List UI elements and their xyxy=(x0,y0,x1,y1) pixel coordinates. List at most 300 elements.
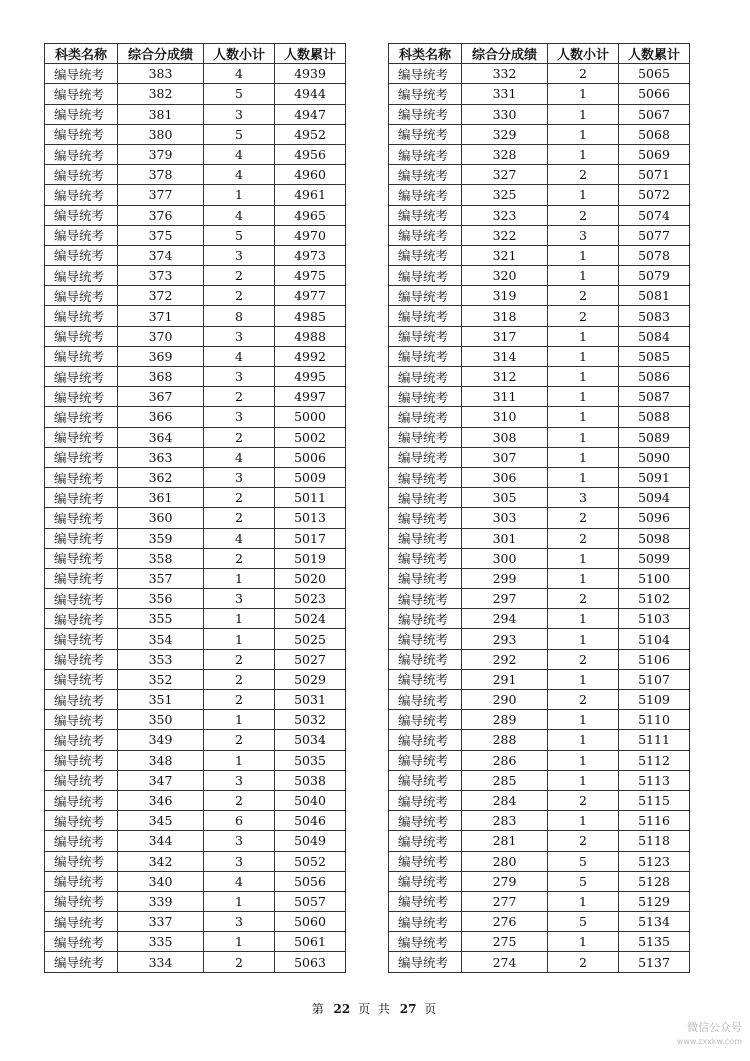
cell-category: 编导统考 xyxy=(45,750,118,770)
cell-category: 编导统考 xyxy=(389,528,462,548)
table-row xyxy=(45,144,346,164)
cell-count: 3 xyxy=(204,831,275,851)
cell-count: 1 xyxy=(548,427,619,447)
cell-cumulative: 5135 xyxy=(619,932,690,952)
cell-category: 编导统考 xyxy=(389,811,462,831)
header-score: 综合分成绩 xyxy=(118,44,204,64)
table-row xyxy=(45,165,346,185)
current-page-number: 22 xyxy=(333,1002,351,1016)
cell-score: 334 xyxy=(118,952,204,972)
cell-cumulative: 5099 xyxy=(619,548,690,568)
cell-count: 5 xyxy=(548,871,619,891)
cell-count: 3 xyxy=(204,367,275,387)
cell-score: 381 xyxy=(118,104,204,124)
cell-score: 276 xyxy=(462,912,548,932)
cell-category: 编导统考 xyxy=(45,730,118,750)
table-row xyxy=(45,770,346,790)
cell-category: 编导统考 xyxy=(389,710,462,730)
table-row xyxy=(389,104,690,124)
total-page-number: 27 xyxy=(399,1002,417,1016)
cell-cumulative: 5020 xyxy=(275,568,346,588)
cell-cumulative: 5017 xyxy=(275,528,346,548)
cell-category: 编导统考 xyxy=(389,326,462,346)
cell-score: 293 xyxy=(462,629,548,649)
cell-count: 3 xyxy=(204,407,275,427)
cell-score: 310 xyxy=(462,407,548,427)
cell-count: 2 xyxy=(204,730,275,750)
table-row xyxy=(45,891,346,911)
cell-count: 1 xyxy=(548,710,619,730)
cell-score: 351 xyxy=(118,690,204,710)
cell-score: 356 xyxy=(118,589,204,609)
cell-category: 编导统考 xyxy=(389,568,462,588)
cell-score: 331 xyxy=(462,84,548,104)
cell-score: 300 xyxy=(462,548,548,568)
cell-score: 367 xyxy=(118,387,204,407)
table-row xyxy=(45,750,346,770)
cell-score: 378 xyxy=(118,165,204,185)
cell-cumulative: 5035 xyxy=(275,750,346,770)
cell-count: 5 xyxy=(204,225,275,245)
table-row xyxy=(45,730,346,750)
cell-score: 318 xyxy=(462,306,548,326)
cell-cumulative: 5129 xyxy=(619,891,690,911)
cell-category: 编导统考 xyxy=(389,124,462,144)
cell-category: 编导统考 xyxy=(389,306,462,326)
table-row xyxy=(389,568,690,588)
table-row xyxy=(45,831,346,851)
cell-score: 279 xyxy=(462,871,548,891)
table-row xyxy=(389,831,690,851)
cell-count: 1 xyxy=(548,346,619,366)
cell-cumulative: 4944 xyxy=(275,84,346,104)
table-row xyxy=(45,306,346,326)
cell-cumulative: 5025 xyxy=(275,629,346,649)
cell-count: 1 xyxy=(548,467,619,487)
cell-count: 1 xyxy=(204,629,275,649)
cell-count: 5 xyxy=(548,912,619,932)
cell-score: 353 xyxy=(118,649,204,669)
cell-count: 2 xyxy=(204,669,275,689)
cell-category: 编导统考 xyxy=(45,367,118,387)
cell-score: 301 xyxy=(462,528,548,548)
cell-count: 1 xyxy=(548,669,619,689)
cell-category: 编导统考 xyxy=(389,508,462,528)
cell-cumulative: 5115 xyxy=(619,790,690,810)
cell-count: 1 xyxy=(548,104,619,124)
cell-category: 编导统考 xyxy=(389,165,462,185)
cell-category: 编导统考 xyxy=(45,629,118,649)
table-row xyxy=(45,326,346,346)
cell-count: 2 xyxy=(548,64,619,84)
cell-score: 280 xyxy=(462,851,548,871)
cell-cumulative: 5011 xyxy=(275,488,346,508)
cell-count: 2 xyxy=(548,528,619,548)
cell-count: 2 xyxy=(548,286,619,306)
cell-cumulative: 4992 xyxy=(275,346,346,366)
cell-cumulative: 4995 xyxy=(275,367,346,387)
cell-cumulative: 5027 xyxy=(275,649,346,669)
cell-category: 编导统考 xyxy=(389,447,462,467)
cell-count: 2 xyxy=(204,427,275,447)
footer-suffix: 页 xyxy=(424,1002,439,1016)
table-row xyxy=(389,326,690,346)
table-row xyxy=(389,447,690,467)
cell-score: 283 xyxy=(462,811,548,831)
cell-count: 3 xyxy=(548,225,619,245)
cell-category: 编导统考 xyxy=(45,225,118,245)
cell-cumulative: 4988 xyxy=(275,326,346,346)
cell-category: 编导统考 xyxy=(389,205,462,225)
cell-cumulative: 5087 xyxy=(619,387,690,407)
cell-count: 1 xyxy=(548,185,619,205)
cell-category: 编导统考 xyxy=(45,266,118,286)
cell-score: 354 xyxy=(118,629,204,649)
header-cumulative: 人数累计 xyxy=(619,44,690,64)
cell-count: 1 xyxy=(204,609,275,629)
watermark-text: 微信公众号 xyxy=(687,1021,742,1034)
cell-score: 362 xyxy=(118,467,204,487)
table-row xyxy=(389,811,690,831)
cell-count: 1 xyxy=(548,367,619,387)
cell-score: 291 xyxy=(462,669,548,689)
cell-category: 编导统考 xyxy=(45,104,118,124)
cell-score: 339 xyxy=(118,891,204,911)
cell-count: 2 xyxy=(204,286,275,306)
cell-score: 358 xyxy=(118,548,204,568)
cell-cumulative: 5103 xyxy=(619,609,690,629)
cell-score: 361 xyxy=(118,488,204,508)
cell-count: 1 xyxy=(548,932,619,952)
cell-count: 2 xyxy=(204,790,275,810)
cell-cumulative: 5024 xyxy=(275,609,346,629)
table-row xyxy=(45,790,346,810)
cell-score: 337 xyxy=(118,912,204,932)
cell-category: 编导统考 xyxy=(45,286,118,306)
cell-count: 1 xyxy=(548,84,619,104)
header-count: 人数小计 xyxy=(548,44,619,64)
table-row xyxy=(45,185,346,205)
cell-category: 编导统考 xyxy=(45,891,118,911)
cell-category: 编导统考 xyxy=(389,750,462,770)
cell-category: 编导统考 xyxy=(389,144,462,164)
cell-category: 编导统考 xyxy=(45,407,118,427)
cell-cumulative: 5123 xyxy=(619,851,690,871)
cell-score: 328 xyxy=(462,144,548,164)
cell-count: 3 xyxy=(204,770,275,790)
cell-count: 2 xyxy=(548,952,619,972)
cell-score: 289 xyxy=(462,710,548,730)
cell-category: 编导统考 xyxy=(389,690,462,710)
table-row xyxy=(389,770,690,790)
table-row xyxy=(45,548,346,568)
cell-cumulative: 5065 xyxy=(619,64,690,84)
cell-score: 314 xyxy=(462,346,548,366)
cell-cumulative: 5067 xyxy=(619,104,690,124)
table-row xyxy=(45,286,346,306)
table-row xyxy=(45,649,346,669)
cell-count: 2 xyxy=(548,205,619,225)
cell-cumulative: 5110 xyxy=(619,710,690,730)
cell-score: 357 xyxy=(118,568,204,588)
cell-cumulative: 4947 xyxy=(275,104,346,124)
cell-score: 364 xyxy=(118,427,204,447)
cell-count: 2 xyxy=(548,508,619,528)
table-row xyxy=(389,64,690,84)
table-row xyxy=(45,205,346,225)
cell-cumulative: 5106 xyxy=(619,649,690,669)
cell-category: 编导统考 xyxy=(389,831,462,851)
table-row xyxy=(45,851,346,871)
cell-count: 4 xyxy=(204,205,275,225)
table-row xyxy=(45,952,346,972)
table-row xyxy=(389,669,690,689)
cell-cumulative: 5079 xyxy=(619,266,690,286)
table-row xyxy=(389,609,690,629)
table-row xyxy=(389,710,690,730)
table-row xyxy=(389,245,690,265)
cell-cumulative: 5078 xyxy=(619,245,690,265)
cell-cumulative: 5091 xyxy=(619,467,690,487)
cell-score: 312 xyxy=(462,367,548,387)
cell-count: 1 xyxy=(548,245,619,265)
cell-count: 1 xyxy=(548,730,619,750)
table-row xyxy=(389,306,690,326)
cell-score: 379 xyxy=(118,144,204,164)
cell-category: 编导统考 xyxy=(45,165,118,185)
cell-cumulative: 5134 xyxy=(619,912,690,932)
cell-score: 288 xyxy=(462,730,548,750)
cell-cumulative: 5034 xyxy=(275,730,346,750)
cell-count: 2 xyxy=(204,548,275,568)
cell-category: 编导统考 xyxy=(45,306,118,326)
cell-count: 2 xyxy=(548,831,619,851)
cell-category: 编导统考 xyxy=(45,427,118,447)
table-row xyxy=(45,690,346,710)
cell-category: 编导统考 xyxy=(389,649,462,669)
cell-score: 311 xyxy=(462,387,548,407)
cell-count: 1 xyxy=(548,609,619,629)
cell-count: 1 xyxy=(204,932,275,952)
cell-score: 292 xyxy=(462,649,548,669)
cell-category: 编导统考 xyxy=(45,851,118,871)
cell-category: 编导统考 xyxy=(45,669,118,689)
table-row xyxy=(389,367,690,387)
cell-count: 1 xyxy=(204,710,275,730)
cell-cumulative: 5072 xyxy=(619,185,690,205)
cell-count: 2 xyxy=(204,488,275,508)
cell-category: 编导统考 xyxy=(45,84,118,104)
cell-category: 编导统考 xyxy=(45,811,118,831)
cell-score: 366 xyxy=(118,407,204,427)
cell-score: 281 xyxy=(462,831,548,851)
cell-category: 编导统考 xyxy=(389,891,462,911)
table-row xyxy=(45,387,346,407)
table-row xyxy=(45,427,346,447)
table-row xyxy=(389,589,690,609)
table-row xyxy=(45,609,346,629)
cell-cumulative: 5107 xyxy=(619,669,690,689)
cell-score: 327 xyxy=(462,165,548,185)
cell-count: 2 xyxy=(204,508,275,528)
cell-cumulative: 5089 xyxy=(619,427,690,447)
cell-count: 3 xyxy=(548,488,619,508)
cell-cumulative: 5071 xyxy=(619,165,690,185)
cell-category: 编导统考 xyxy=(45,205,118,225)
cell-cumulative: 4961 xyxy=(275,185,346,205)
score-table-left xyxy=(44,43,346,973)
table-row xyxy=(389,225,690,245)
cell-category: 编导统考 xyxy=(45,245,118,265)
cell-count: 2 xyxy=(548,649,619,669)
cell-category: 编导统考 xyxy=(45,952,118,972)
table-row xyxy=(45,84,346,104)
cell-cumulative: 5085 xyxy=(619,346,690,366)
table-row xyxy=(45,912,346,932)
table-row xyxy=(389,488,690,508)
cell-cumulative: 5068 xyxy=(619,124,690,144)
table-row xyxy=(389,750,690,770)
cell-cumulative: 5069 xyxy=(619,144,690,164)
table-row xyxy=(45,629,346,649)
table-row xyxy=(389,528,690,548)
cell-score: 335 xyxy=(118,932,204,952)
cell-count: 1 xyxy=(204,891,275,911)
cell-category: 编导统考 xyxy=(389,467,462,487)
cell-score: 285 xyxy=(462,770,548,790)
cell-cumulative: 5061 xyxy=(275,932,346,952)
table-row xyxy=(389,185,690,205)
table-row xyxy=(45,64,346,84)
table-row xyxy=(389,467,690,487)
cell-cumulative: 4973 xyxy=(275,245,346,265)
cell-category: 编导统考 xyxy=(389,488,462,508)
cell-category: 编导统考 xyxy=(45,770,118,790)
cell-count: 5 xyxy=(204,124,275,144)
cell-category: 编导统考 xyxy=(389,790,462,810)
cell-cumulative: 5040 xyxy=(275,790,346,810)
cell-category: 编导统考 xyxy=(45,144,118,164)
cell-category: 编导统考 xyxy=(45,508,118,528)
cell-score: 375 xyxy=(118,225,204,245)
cell-category: 编导统考 xyxy=(45,548,118,568)
cell-cumulative: 5104 xyxy=(619,629,690,649)
table-header-row xyxy=(45,44,346,64)
cell-score: 368 xyxy=(118,367,204,387)
cell-count: 2 xyxy=(204,266,275,286)
cell-category: 编导统考 xyxy=(45,649,118,669)
cell-cumulative: 4977 xyxy=(275,286,346,306)
table-row xyxy=(389,548,690,568)
cell-cumulative: 5081 xyxy=(619,286,690,306)
cell-cumulative: 5046 xyxy=(275,811,346,831)
cell-score: 299 xyxy=(462,568,548,588)
cell-category: 编导统考 xyxy=(45,185,118,205)
cell-category: 编导统考 xyxy=(389,730,462,750)
table-row xyxy=(389,427,690,447)
table-row xyxy=(389,690,690,710)
watermark-url: www.zxxkw.com xyxy=(676,1037,742,1046)
cell-cumulative: 5083 xyxy=(619,306,690,326)
cell-score: 372 xyxy=(118,286,204,306)
table-row xyxy=(389,952,690,972)
cell-score: 374 xyxy=(118,245,204,265)
cell-category: 编导统考 xyxy=(389,104,462,124)
table-row xyxy=(389,144,690,164)
cell-category: 编导统考 xyxy=(389,669,462,689)
cell-score: 317 xyxy=(462,326,548,346)
table-row xyxy=(389,730,690,750)
cell-count: 8 xyxy=(204,306,275,326)
cell-category: 编导统考 xyxy=(45,831,118,851)
cell-score: 332 xyxy=(462,64,548,84)
cell-cumulative: 4960 xyxy=(275,165,346,185)
cell-category: 编导统考 xyxy=(389,548,462,568)
table-row xyxy=(45,528,346,548)
cell-score: 355 xyxy=(118,609,204,629)
table-row xyxy=(45,568,346,588)
cell-category: 编导统考 xyxy=(45,790,118,810)
cell-cumulative: 4952 xyxy=(275,124,346,144)
cell-count: 2 xyxy=(548,589,619,609)
cell-cumulative: 5109 xyxy=(619,690,690,710)
cell-cumulative: 4970 xyxy=(275,225,346,245)
cell-score: 307 xyxy=(462,447,548,467)
cell-count: 2 xyxy=(548,306,619,326)
cell-category: 编导统考 xyxy=(45,64,118,84)
cell-count: 1 xyxy=(548,447,619,467)
cell-score: 290 xyxy=(462,690,548,710)
cell-count: 5 xyxy=(204,84,275,104)
cell-category: 编导统考 xyxy=(45,467,118,487)
table-row xyxy=(389,790,690,810)
cell-category: 编导统考 xyxy=(389,932,462,952)
table-row xyxy=(389,387,690,407)
cell-category: 编导统考 xyxy=(389,346,462,366)
table-header-row xyxy=(389,44,690,64)
cell-score: 352 xyxy=(118,669,204,689)
cell-count: 4 xyxy=(204,64,275,84)
cell-score: 380 xyxy=(118,124,204,144)
cell-count: 4 xyxy=(204,144,275,164)
cell-cumulative: 5100 xyxy=(619,568,690,588)
cell-score: 277 xyxy=(462,891,548,911)
cell-cumulative: 4975 xyxy=(275,266,346,286)
cell-count: 1 xyxy=(548,770,619,790)
cell-score: 284 xyxy=(462,790,548,810)
table-row xyxy=(45,488,346,508)
table-row xyxy=(45,932,346,952)
cell-cumulative: 5009 xyxy=(275,467,346,487)
table-row xyxy=(45,104,346,124)
cell-category: 编导统考 xyxy=(389,185,462,205)
cell-count: 3 xyxy=(204,467,275,487)
table-row xyxy=(389,649,690,669)
cell-category: 编导统考 xyxy=(389,871,462,891)
header-count: 人数小计 xyxy=(204,44,275,64)
cell-cumulative: 5060 xyxy=(275,912,346,932)
cell-cumulative: 5077 xyxy=(619,225,690,245)
cell-count: 4 xyxy=(204,346,275,366)
cell-cumulative: 5049 xyxy=(275,831,346,851)
page-footer xyxy=(0,1000,750,1017)
cell-category: 编导统考 xyxy=(389,609,462,629)
table-row xyxy=(389,871,690,891)
cell-score: 325 xyxy=(462,185,548,205)
cell-cumulative: 5102 xyxy=(619,589,690,609)
table-row xyxy=(45,871,346,891)
cell-category: 编导统考 xyxy=(389,225,462,245)
